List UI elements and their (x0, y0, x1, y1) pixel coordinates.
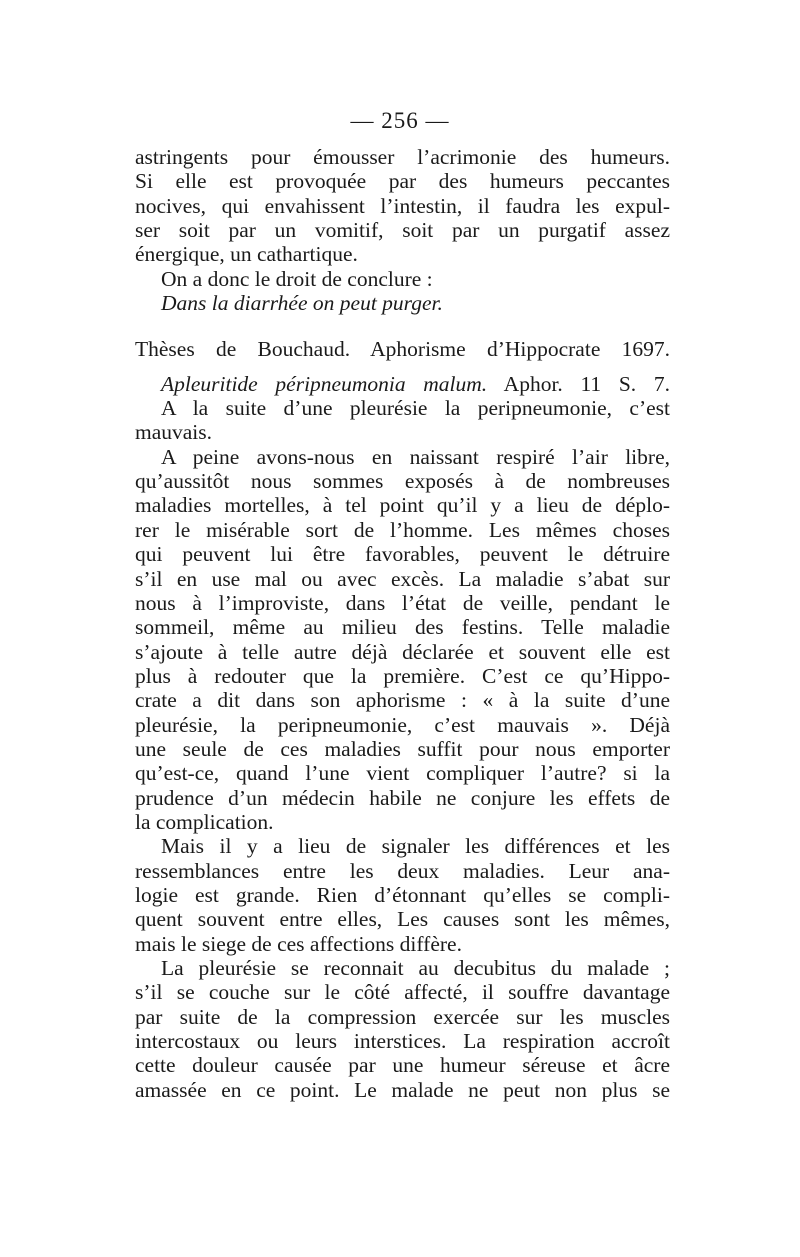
text-line: nous à l’improviste, dans l’état de veille, pendant le (135, 590, 670, 615)
text-line: pleurésie, la peripneumonie, c’est mauvais ». Déjà (135, 712, 670, 737)
text-line: La pleurésie se reconnait au decubitus du malade ; (161, 956, 670, 980)
text-line: par suite de la compression exercée sur les muscles (135, 1004, 670, 1029)
text-line: la complication. (135, 809, 274, 834)
text-line: mais le siege de ces affections diffère. (135, 931, 462, 956)
text-line: s’il en use mal ou avec excès. La maladie s’abat sur (135, 566, 670, 591)
text-line-plain: Aphor. 11 S. 7. (487, 371, 670, 396)
text-line: A la suite d’une pleurésie la peripneumonie, c’est (161, 396, 670, 421)
text-line: intercostaux ou leurs interstices. La respiration accroît (135, 1029, 670, 1054)
text-line: ser soit par un vomitif, soit par un purgatif assez (135, 218, 670, 243)
text-line: prudence d’un médecin habile ne conjure les effets de (135, 785, 670, 810)
text-line: astringents pour émousser l’acrimonie des humeurs. (135, 145, 670, 169)
text-line: ressemblances entre les deux maladies. Leur ana- (135, 858, 670, 883)
text-line: sommeil, même au milieu des festins. Telle maladie (135, 615, 670, 640)
text-line: Thèses de Bouchaud. Aphorisme d’Hippocrate 1697. (135, 337, 670, 362)
text-line: énergique, un cathartique. (135, 242, 358, 267)
text-line-italic: Apleuritide péripneumonia malum. (161, 371, 488, 396)
text-line: On a donc le droit de conclure : (161, 266, 433, 291)
text-line: maladies mortelles, à tel point qu’il y a lieu de déplo- (135, 493, 670, 518)
text-line: logie est grande. Rien d’étonnant qu’elles se compli- (135, 882, 670, 907)
text-line: Dans la diarrhée on peut purger. (161, 291, 443, 316)
body-text (135, 145, 670, 1102)
text-line: crate a dit dans son aphorisme : « à la suite d’une (135, 688, 670, 713)
text-line: quent souvent entre elles, Les causes sont les mêmes, (135, 907, 670, 932)
text-line: amassée en ce point. Le malade ne peut non plus se (135, 1077, 670, 1102)
text-line: A peine avons-nous en naissant respiré l’air libre, (161, 444, 670, 469)
text-line (135, 372, 670, 396)
text-line: Mais il y a lieu de signaler les différences et les (161, 834, 670, 859)
text-line: Si elle est provoquée par des humeurs peccantes (135, 169, 670, 194)
text-line: s’ajoute à telle autre déjà déclarée et souvent elle est (135, 639, 670, 664)
text-line: qu’aussitôt nous sommes exposés à de nombreuses (135, 469, 670, 494)
text-line: une seule de ces maladies suffit pour nous emporter (135, 736, 670, 761)
text-line: rer le misérable sort de l’homme. Les mêmes choses (135, 517, 670, 542)
text-line: plus à redouter que la première. C’est ce qu’Hippo- (135, 663, 670, 688)
page-number: — 256 — (350, 108, 450, 133)
text-line: cette douleur causée par une humeur séreuse et âcre (135, 1053, 670, 1078)
text-line: qui peuvent lui être favorables, peuvent le détruire (135, 542, 670, 567)
text-line: s’il se couche sur le côté affecté, il souffre davantage (135, 980, 670, 1005)
text-line: qu’est-ce, quand l’une vient compliquer l’autre? si la (135, 761, 670, 786)
text-line: nocives, qui envahissent l’intestin, il faudra les expul- (135, 193, 670, 218)
text-line: mauvais. (135, 420, 213, 445)
